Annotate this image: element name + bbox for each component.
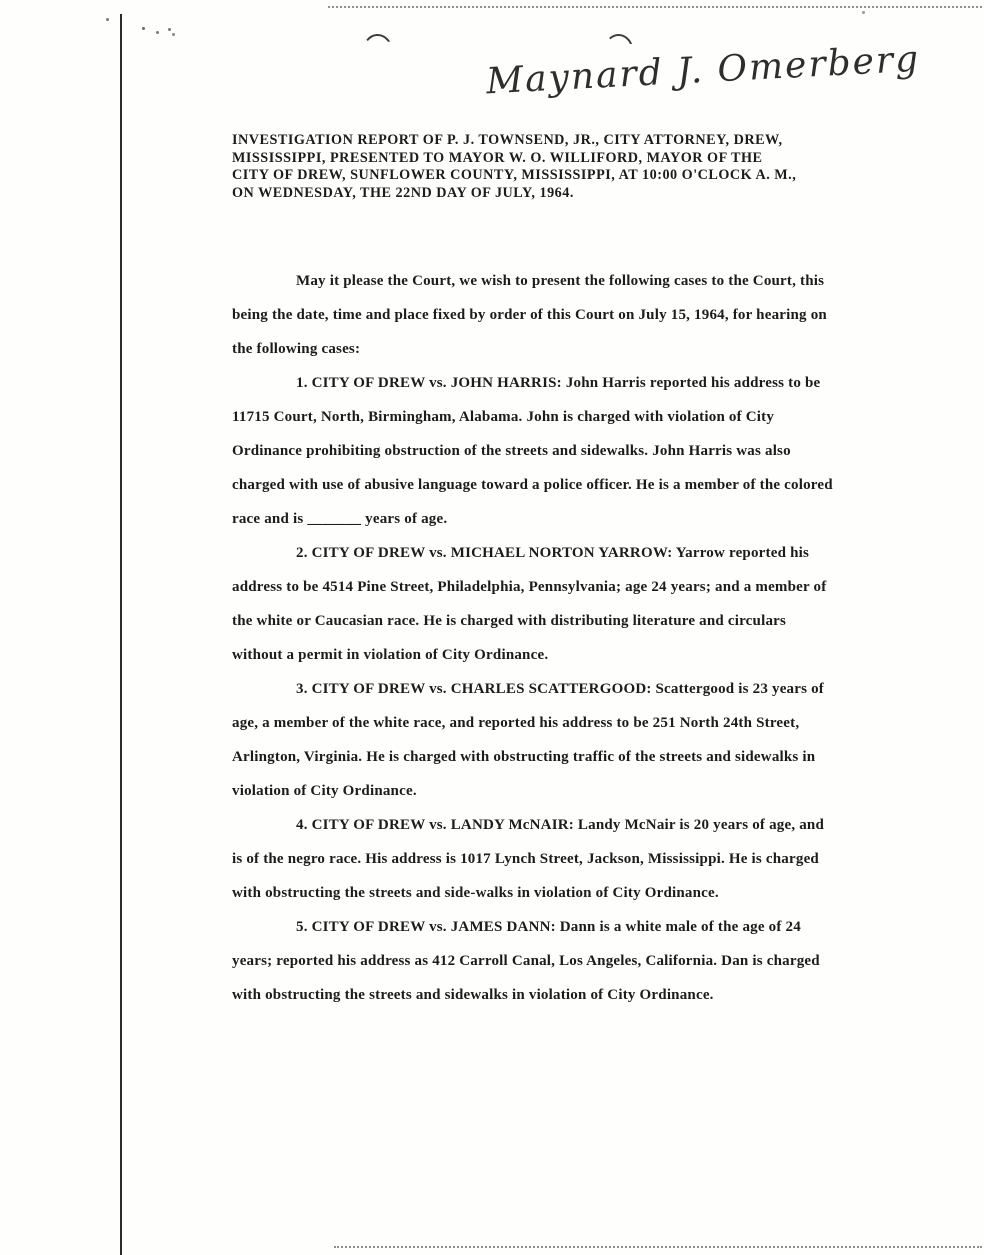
report-header: INVESTIGATION REPORT OF P. J. TOWNSEND, JR., CITY ATTORNEY, DREW, MISSISSIPPI, PRESENTED TO MAYOR W. O. WILLIFORD, MAYOR OF THE CITY OF DREW, SUNFLOWER COUNTY, MISSISSIPPI, AT 10:00 O'CLOCK A. M., ON WEDNESDAY, THE 22ND DAY OF JULY, 1964. — [232, 132, 797, 201]
scan-edge-line — [120, 14, 122, 1255]
case-paragraph-4: 4. CITY OF DREW vs. LANDY McNAIR: Landy McNair is 20 years of age, and is of the negro race. His address is 1017 Lynch Street, Jackson, Mississippi. He is charged with obstructing the streets and side-walks in violation of City Ordinance. — [232, 817, 825, 901]
case-paragraph-3: 3. CITY OF DREW vs. CHARLES SCATTERGOOD: Scattergood is 23 years of age, a member of the white race, and reported his address to be 251 North 24th Street, Arlington, Virginia. He is charged with obstructing traffic of the streets and sidewalks in violation of City Ordinance. — [232, 681, 824, 799]
handwritten-signature: Maynard J. Omerberg — [485, 38, 922, 103]
scan-mark-left — [361, 32, 393, 52]
case-paragraph-2: 2. CITY OF DREW vs. MICHAEL NORTON YARROW: Yarrow reported his address to be 4514 Pine Street, Philadelphia, Pennsylvania; age 24 years; and a member of the white or Caucasian race. He is charged with distributing literature and circulars without a permit in violation of City Ordinance. — [232, 545, 827, 663]
case-paragraph-1: 1. CITY OF DREW vs. JOHN HARRIS: John Harris reported his address to be 11715 Court, North, Birmingham, Alabama. John is charged with violation of City Ordinance prohibiting obstruction of the streets and sidewalks. John Harris was also charged with use of abusive language toward a police officer. He is a member of the colored race and is _______ years of age. — [232, 375, 833, 527]
report-body — [232, 264, 838, 1012]
perforation-top — [328, 6, 982, 8]
perforation-bottom — [334, 1246, 982, 1248]
scan-mark-right — [603, 33, 634, 53]
case-paragraph-5: 5. CITY OF DREW vs. JAMES DANN: Dann is a white male of the age of 24 years; reported his address as 412 Carroll Canal, Los Angeles, California. Dan is charged with obstructing the streets and sidewalks in violation of City Ordinance. — [232, 919, 820, 1003]
intro-paragraph: May it please the Court, we wish to present the following cases to the Court, this being the date, time and place fixed by order of this Court on July 15, 1964, for hearing on the following cases: — [232, 273, 827, 357]
scan-noise — [142, 27, 145, 30]
